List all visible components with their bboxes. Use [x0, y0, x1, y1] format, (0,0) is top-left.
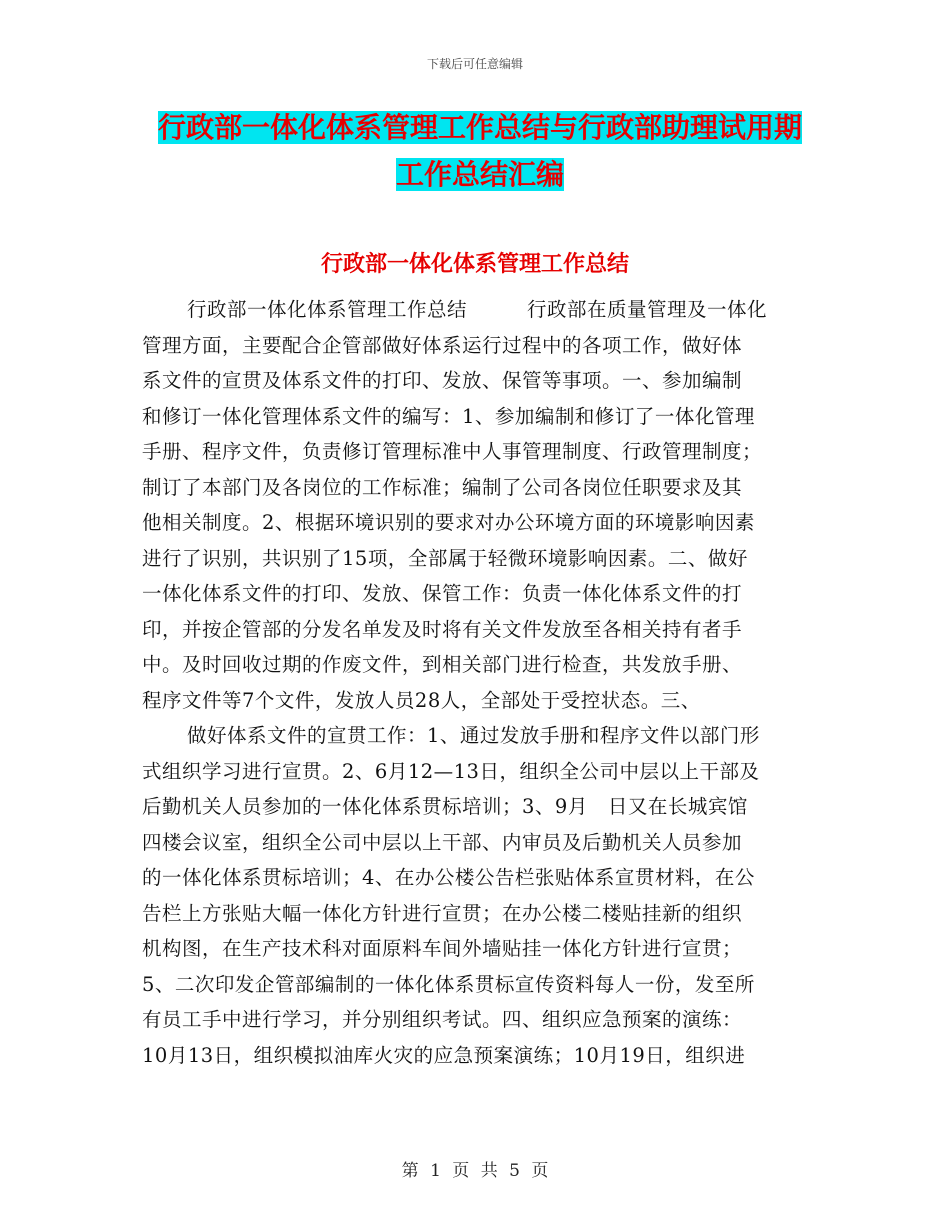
body-paragraph [142, 292, 807, 1073]
body-line: 式组织学习进行宣贯。2、6月12—13日，组织全公司中层以上干部及 [142, 759, 760, 783]
body-line: 告栏上方张贴大幅一体化方针进行宣贯；在办公楼二楼贴挂新的组织 [142, 901, 743, 925]
title-line-1: 行政部一体化体系管理工作总结与行政部助理试用期 [157, 111, 802, 144]
body-line: 程序文件等7个文件，发放人员28人，全部处于受控状态。三、 [142, 688, 701, 712]
body-line: 10月13日，组织模拟油库火灾的应急预案演练；10月19日，组织进 [142, 1043, 746, 1067]
body-line: 和修订一体化管理体系文件的编写：1、参加编制和修订了一体化管理 [142, 404, 755, 428]
body-line: 有员工手中进行学习，并分别组织考试。四、组织应急预案的演练： [142, 1008, 743, 1031]
body-line: 的一体化体系贯标培训；4、在办公楼公告栏张贴体系宣贯材料，在公 [142, 866, 755, 889]
body-line: 中。及时回收过期的作废文件，到相关部门进行检查，共发放手册、 [142, 653, 743, 676]
body-line: 机构图，在生产技术科对面原料车间外墙贴挂一体化方针进行宣贯； [142, 937, 743, 960]
section-heading: 行政部一体化体系管理工作总结 [320, 251, 629, 277]
document-title [140, 104, 820, 198]
body-line: 一体化体系文件的打印、发放、保管工作：负责一体化体系文件的打 [142, 582, 743, 605]
body-line: 进行了识别，共识别了15项，全部属于轻微环境影响因素。二、做好 [142, 546, 748, 570]
body-line: 四楼会议室，组织全公司中层以上干部、内审员及后勤机关人员参加 [142, 830, 743, 854]
body-line: 他相关制度。2、根据环境识别的要求对办公环境方面的环境影响因素 [142, 511, 755, 534]
body-line: 制订了本部门及各岗位的工作标准；编制了公司各岗位任职要求及其 [142, 475, 743, 499]
body-line: 手册、程序文件，负责修订管理标准中人事管理制度、行政管理制度； [142, 440, 763, 463]
body-line: 管理方面，主要配合企管部做好体系运行过程中的各项工作，做好体 [142, 333, 743, 357]
page-header-note: 下载后可任意编辑 [426, 57, 523, 71]
body-line: 后勤机关人员参加的一体化体系贯标培训；3、9月 日又在长城宾馆 [142, 795, 748, 818]
title-line-2: 工作总结汇编 [395, 158, 564, 191]
page-number-footer: 第 1 页 共 5 页 [401, 1161, 549, 1181]
body-line: 5、二次印发企管部编制的一体化体系贯标宣传资料每人一份，发至所 [142, 972, 755, 996]
body-line: 做好体系文件的宣贯工作：1、通过发放手册和程序文件以部门形 [187, 724, 760, 747]
body-line: 印，并按企管部的分发名单发及时将有关文件发放至各相关持有者手 [142, 617, 743, 641]
body-line: 行政部一体化体系管理工作总结 行政部在质量管理及一体化 [187, 298, 768, 321]
body-line: 系文件的宣贯及体系文件的打印、发放、保管等事项。一、参加编制 [142, 369, 743, 392]
